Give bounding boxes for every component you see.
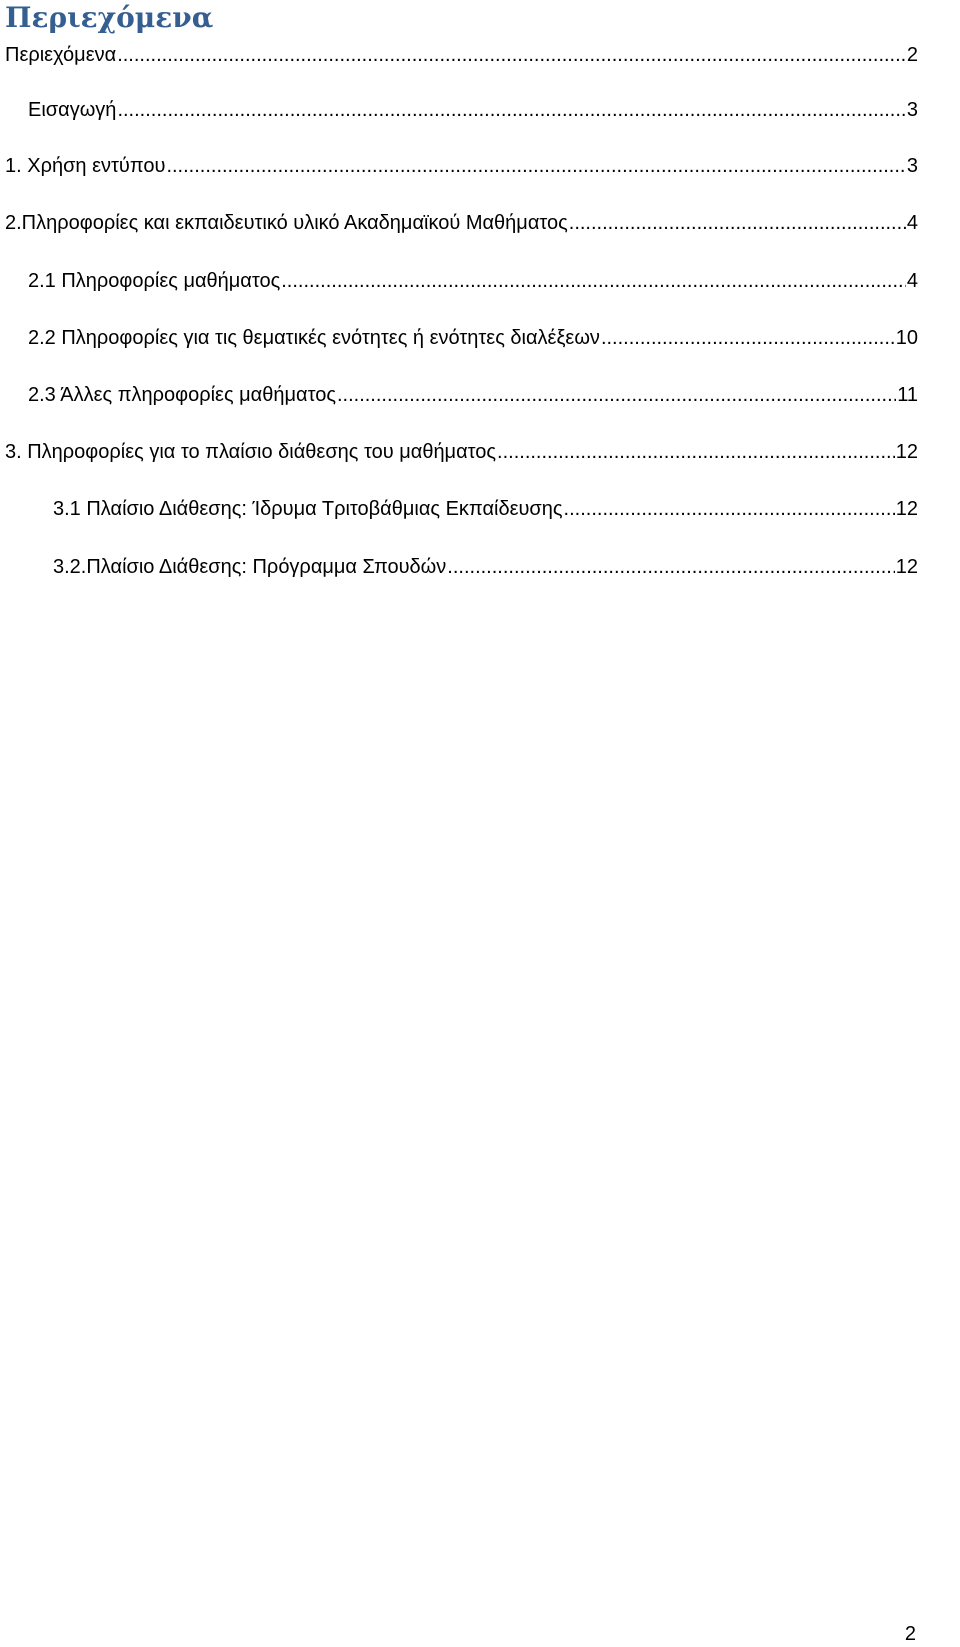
toc-entry[interactable]: [5, 437, 918, 467]
toc-entry-label: 3.1 Πλαίσιο Διάθεσης: Ίδρυμα Τριτοβάθμιας Εκπαίδευσης: [53, 498, 563, 520]
toc-entry-page-number: 4: [906, 212, 918, 234]
toc-entry-label: 2.3 Άλλες πληροφορίες μαθήματος: [28, 384, 336, 406]
toc-dot-leader: [569, 208, 906, 238]
toc-entry-page-number: 12: [895, 556, 918, 578]
toc-entry-page-number: 12: [895, 441, 918, 463]
toc-entry-label: 3.2.Πλαίσιο Διάθεσης: Πρόγραμμα Σπουδών: [53, 556, 447, 578]
toc-entry[interactable]: [5, 208, 918, 238]
toc-dot-leader: [117, 40, 906, 70]
toc-heading: Περιεχόμενα: [5, 1, 214, 34]
toc-entry-page-number: 11: [897, 384, 918, 406]
toc-dot-leader: [601, 323, 895, 353]
toc-dot-leader: [447, 552, 894, 582]
toc-entry-page-number: 3: [906, 155, 918, 177]
toc-entry-label: 3. Πληροφορίες για το πλαίσιο διάθεσης του μαθήματος: [5, 441, 497, 463]
toc-entry-label: 1. Χρήση εντύπου: [5, 155, 166, 177]
toc-entry-label: Εισαγωγή: [28, 99, 117, 121]
toc-dot-leader: [564, 494, 895, 524]
toc-dot-leader: [166, 151, 905, 181]
toc-entry-label: 2.Πληροφορίες και εκπαιδευτικό υλικό Ακαδημαϊκού Μαθήματος: [5, 212, 568, 234]
toc-entry[interactable]: [28, 266, 918, 296]
toc-entry-page-number: 10: [895, 327, 918, 349]
toc-dot-leader: [497, 437, 895, 467]
footer-page-number: 2: [904, 1623, 916, 1645]
toc-entry-label: 2.1 Πληροφορίες μαθήματος: [28, 270, 281, 292]
toc-entry[interactable]: [28, 380, 918, 410]
toc-entry[interactable]: [28, 323, 918, 353]
toc-entry-label: 2.2 Πληροφορίες για τις θεματικές ενότητες ή ενότητες διαλέξεων: [28, 327, 600, 349]
toc-dot-leader: [117, 95, 905, 125]
toc-dot-leader: [281, 266, 906, 296]
toc-entry-page-number: 2: [906, 44, 918, 66]
toc-entry[interactable]: [53, 494, 918, 524]
toc-entry-label: Περιεχόμενα: [5, 44, 117, 66]
toc-entry[interactable]: [5, 40, 918, 70]
toc-entry-page-number: 3: [906, 99, 918, 121]
toc-entry[interactable]: [28, 95, 918, 125]
toc-entry-page-number: 4: [906, 270, 918, 292]
toc-entry-page-number: 12: [895, 498, 918, 520]
toc-dot-leader: [337, 380, 896, 410]
toc-entry[interactable]: [5, 151, 918, 181]
toc-entry[interactable]: [53, 552, 918, 582]
